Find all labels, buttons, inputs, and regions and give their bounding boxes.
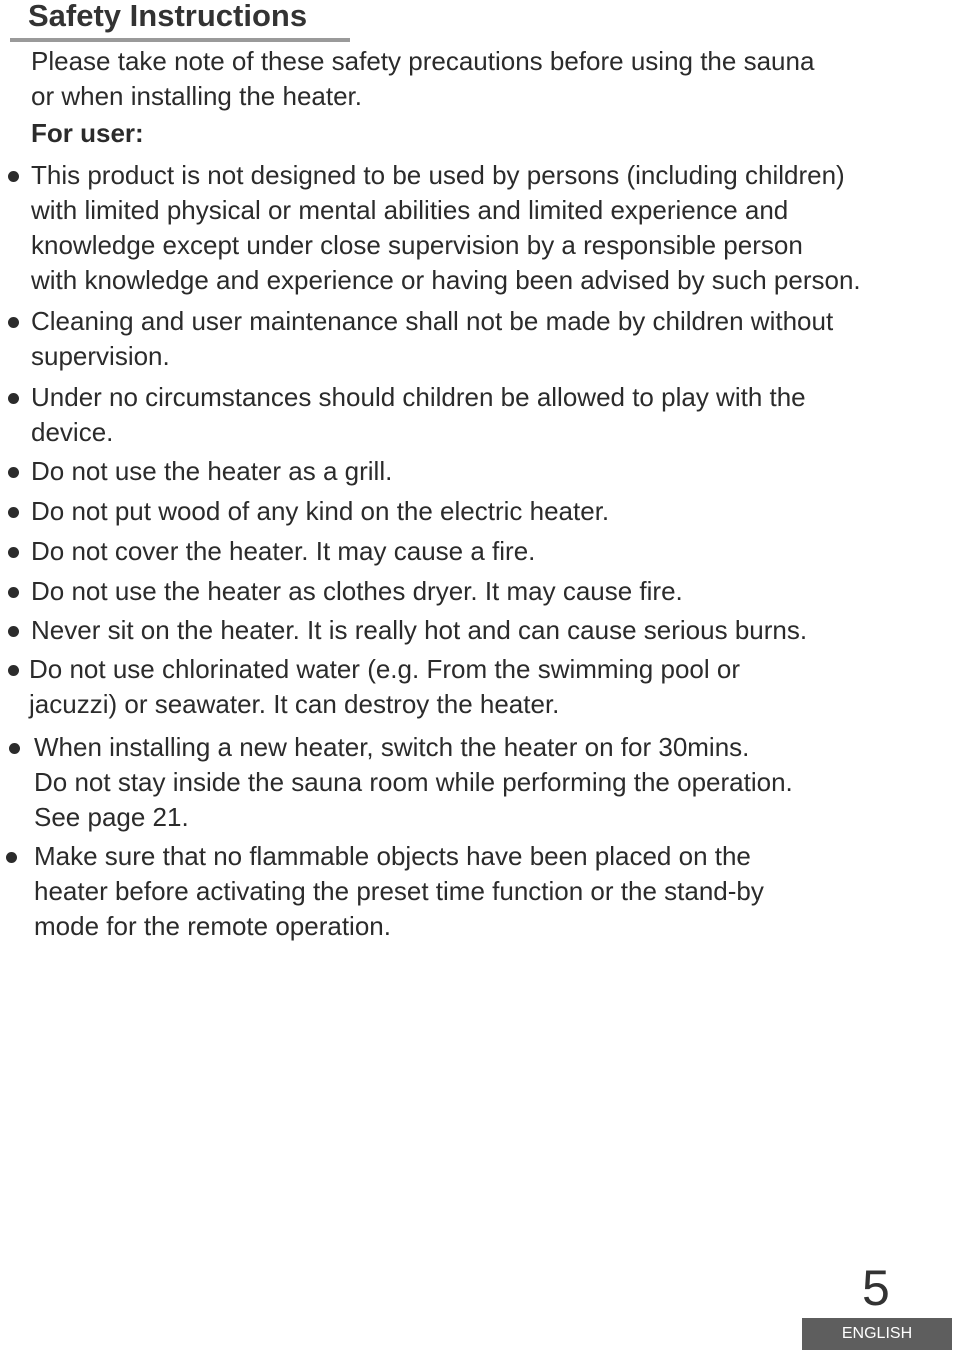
intro-paragraph: Please take note of these safety precautions before using the sauna or when installing the heater.	[31, 46, 815, 111]
bullet-icon	[8, 467, 19, 478]
list-item-text: Do not use the heater as clothes dryer. It may cause fire.	[31, 576, 683, 606]
list-item-text: Do not use the heater as a grill.	[31, 456, 393, 486]
list-item-text: Do not cover the heater. It may cause a fire.	[31, 536, 536, 566]
list-item-text: This product is not designed to be used by persons (including children) with limited physical or mental abilities and limited experience and knowledge except under close supervision by a responsible person with knowledge and experience or having been advised by such person.	[31, 160, 861, 295]
bullet-icon	[8, 587, 19, 598]
bullet-icon	[6, 852, 17, 863]
list-item	[31, 304, 833, 374]
list-item	[31, 613, 807, 648]
list-item-text: Make sure that no flammable objects have been placed on the heater before activating the preset time function or the stand-by mode for the remote operation.	[34, 841, 764, 941]
bullet-icon	[8, 317, 19, 328]
list-item	[31, 158, 861, 298]
bullet-icon	[8, 547, 19, 558]
language-badge: ENGLISH	[802, 1318, 952, 1350]
list-item-text: Under no circumstances should children be allowed to play with the device.	[31, 382, 806, 447]
bullet-icon	[8, 171, 19, 182]
list-item	[31, 380, 806, 450]
list-item-text: Do not use chlorinated water (e.g. From the swimming pool or jacuzzi) or seawater. It can destroy the heater.	[29, 654, 740, 719]
list-item	[34, 730, 793, 835]
list-item-text: Cleaning and user maintenance shall not be made by children without supervision.	[31, 306, 834, 371]
list-item-text: When installing a new heater, switch the heater on for 30mins. Do not stay inside the sauna room while performing the operation. See page 21.	[34, 732, 793, 832]
list-item	[31, 574, 683, 609]
list-item	[31, 454, 392, 489]
list-item	[31, 494, 609, 529]
list-item-text: Never sit on the heater. It is really hot and can cause serious burns.	[31, 615, 808, 645]
page-title: Safety Instructions	[28, 0, 308, 33]
bullet-icon	[8, 507, 19, 518]
list-item-text: Do not put wood of any kind on the electric heater.	[31, 496, 610, 526]
list-item	[34, 839, 764, 944]
subheading: For user:	[31, 118, 144, 148]
bullet-icon	[8, 626, 19, 637]
list-item	[31, 534, 535, 569]
page-number: 5	[862, 1260, 890, 1316]
bullet-icon	[8, 393, 19, 404]
bullet-icon	[9, 743, 20, 754]
list-item	[29, 652, 740, 722]
title-rule	[10, 38, 350, 42]
bullet-icon	[8, 665, 19, 676]
